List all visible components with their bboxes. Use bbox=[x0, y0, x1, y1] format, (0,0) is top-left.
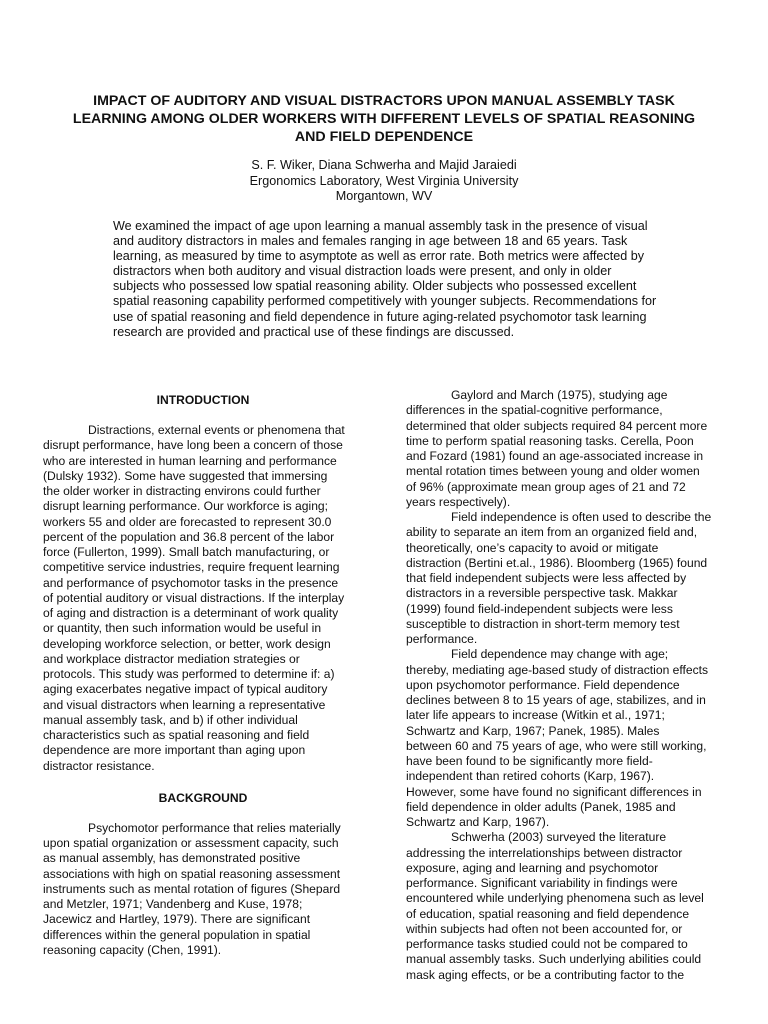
text-line: of potential auditory or visual distractions. If the interplay bbox=[43, 590, 345, 605]
text-line: the older worker in distracting environs could further bbox=[43, 484, 321, 498]
text-line: workers 55 and older are forecasted to represent 30.0 bbox=[43, 514, 332, 529]
paper-title bbox=[40, 92, 728, 146]
abstract-line: We examined the impact of age upon learning a manual assembly task in the presence of visual bbox=[113, 219, 648, 233]
text-line: or quantity, then such information would be useful in bbox=[43, 621, 322, 636]
text-line: of 96% (approximate mean group ages of 21 and 72 bbox=[406, 479, 686, 494]
text-line: determined that older subjects required 84 percent more bbox=[406, 418, 708, 433]
text-line: susceptible to distraction in short-term memory test bbox=[406, 616, 680, 631]
text-line: and performance of psychomotor tasks in the presence bbox=[43, 575, 339, 590]
text-line: upon psychomotor performance. Field dependence bbox=[406, 677, 680, 692]
text-line: within subjects had often not been accounted for, or bbox=[406, 921, 683, 936]
title-line: LEARNING AMONG OLDER WORKERS WITH DIFFERENT LEVELS OF SPATIAL REASONING bbox=[72, 111, 696, 127]
text-line: mask aging effects, or be a contributing factor to the bbox=[406, 967, 685, 982]
text-line: instruments such as mental rotation of figures (Shepard bbox=[43, 881, 341, 896]
abstract-line: and auditory distractors in males and females ranging in age between 18 and 65 years. Task bbox=[113, 234, 628, 249]
text-line: disrupt learning performance. Our workforce is aging; bbox=[43, 499, 329, 514]
text-line: declines between 8 to 15 years of age, stabilizes, and in bbox=[406, 693, 706, 707]
abstract-line: research are provided and practical use of these findings are discussed. bbox=[113, 324, 515, 339]
text-line: Schwartz and Karp, 1967). bbox=[406, 815, 550, 829]
background-paragraph bbox=[43, 821, 363, 958]
text-line: Field dependence may change with age; bbox=[451, 647, 669, 662]
text-line: between 60 and 75 years of age, who were still working, bbox=[406, 738, 707, 753]
paragraph-field-independence bbox=[406, 510, 726, 647]
text-line: performance. bbox=[406, 632, 478, 646]
text-line: field dependence in older adults (Panek, 1985 and bbox=[406, 799, 676, 814]
text-line: that field independent subjects were less affected by bbox=[406, 571, 687, 585]
affiliation: Ergonomics Laboratory, West Virginia University bbox=[249, 173, 519, 188]
text-line: encountered while underlying phenomena such as level bbox=[406, 891, 704, 906]
author-block bbox=[40, 158, 728, 205]
introduction-paragraph bbox=[43, 423, 363, 774]
text-line: performance tasks studied could not be compared to bbox=[406, 937, 688, 951]
text-line: and Metzler, 1971; Vandenberg and Kuse, 1978; bbox=[43, 897, 303, 911]
paragraph-spatial-age bbox=[406, 388, 726, 510]
text-line: characteristics such as spatial reasoning and field bbox=[43, 728, 310, 742]
text-line: of aging and distraction is a determinant of work quality bbox=[43, 606, 339, 620]
text-line: time to perform spatial reasoning tasks. Cerella, Poon bbox=[406, 433, 694, 448]
author-names: S. F. Wiker, Diana Schwerha and Majid Jaraiedi bbox=[251, 158, 517, 172]
text-line: and workplace distractor mediation strategies or bbox=[43, 651, 300, 666]
text-line: Jacewicz and Hartley, 1979). There are significant bbox=[43, 912, 311, 927]
text-line: developing workforce selection, or better, work design bbox=[43, 636, 331, 651]
text-line: disrupt performance, have long been a concern of those bbox=[43, 438, 343, 453]
text-line: reasoning capacity (Chen, 1991). bbox=[43, 942, 222, 957]
text-line: Gaylord and March (1975), studying age bbox=[451, 388, 668, 402]
text-line: years respectively). bbox=[406, 494, 511, 509]
text-line: differences within the general population in spatial bbox=[43, 927, 311, 942]
text-line: independent than retired cohorts (Karp, 1967). bbox=[406, 769, 655, 784]
text-line: distractor resistance. bbox=[43, 758, 155, 773]
abstract-line: spatial reasoning capability performed competitively with younger subjects. Recommendations for bbox=[113, 294, 657, 309]
text-line: of education, spatial reasoning and field dependence bbox=[406, 906, 690, 921]
text-line: and visual distractors when learning a representative bbox=[43, 697, 326, 712]
text-line: ability to separate an item from an organized field and, bbox=[406, 525, 698, 540]
abstract-line: subjects who possessed low spatial reasoning ability. Older subjects who possessed excellent bbox=[113, 279, 637, 294]
text-line: theoretically, one’s capacity to avoid or mitigate bbox=[406, 540, 659, 555]
text-line: Distractions, external events or phenomena that bbox=[88, 423, 345, 437]
text-line: who are interested in human learning and performance bbox=[43, 453, 337, 468]
text-line: performance. Significant variability in findings were bbox=[406, 876, 678, 890]
text-line: associations with high on spatial reasoning assessment bbox=[43, 866, 341, 881]
text-line: distraction (Bertini et.al., 1986). Bloomberg (1965) found bbox=[406, 555, 708, 570]
text-line: aging exacerbates negative impact of typical auditory bbox=[43, 682, 328, 697]
title-line: IMPACT OF AUDITORY AND VISUAL DISTRACTORS UPON MANUAL ASSEMBLY TASK bbox=[93, 93, 675, 109]
paragraph-literature-survey bbox=[406, 830, 726, 983]
introduction-heading: INTRODUCTION bbox=[156, 393, 250, 407]
paragraph-field-dependence-age bbox=[406, 647, 726, 830]
text-line: percent of the population and 36.8 percent of the labor bbox=[43, 529, 335, 544]
text-line: (Dulsky 1932). Some have suggested that immersing bbox=[43, 468, 328, 483]
abstract-line: distractors when both auditory and visual distraction loads were present, and only in older bbox=[113, 264, 612, 279]
text-line: thereby, mediating age-based study of distraction effects bbox=[406, 662, 709, 677]
text-line: and Fozard (1981) found an age-associated increase in bbox=[406, 449, 704, 463]
location: Morgantown, WV bbox=[335, 189, 433, 203]
right-column bbox=[406, 388, 726, 983]
text-line: protocols. This study was performed to determine if: a) bbox=[43, 667, 335, 681]
text-line: distractors in a reversible perspective task. Makkar bbox=[406, 586, 678, 601]
text-line: mental rotation times between young and older women bbox=[406, 464, 700, 479]
abstract-line: learning, as measured by time to asymptote as well as error rate. Both metrics were affected by bbox=[113, 249, 645, 264]
text-line: manual assembly task, and b) if other individual bbox=[43, 712, 298, 727]
text-line: upon spatial organization or assessment capacity, such bbox=[43, 836, 339, 850]
text-line: However, some have found no significant differences in bbox=[406, 784, 702, 799]
text-line: manual assembly tasks. Such underlying abilities could bbox=[406, 952, 702, 967]
text-line: addressing the interrelationships between distractor bbox=[406, 845, 683, 860]
text-line: Schwartz and Karp, 1967; Panek, 1985). Males bbox=[406, 723, 660, 738]
text-line: Field independence is often used to describe the bbox=[451, 510, 712, 524]
text-line: force (Fullerton, 1999). Small batch manufacturing, or bbox=[43, 545, 330, 559]
text-line: Schwerha (2003) surveyed the literature bbox=[451, 830, 667, 845]
text-line: Psychomotor performance that relies materially bbox=[88, 820, 341, 835]
text-line: exposure, aging and learning and psychomotor bbox=[406, 860, 659, 875]
abstract-line: use of spatial reasoning and field dependence in future aging-related psychomotor task learning bbox=[113, 309, 647, 324]
text-line: dependence are more important than aging upon bbox=[43, 743, 306, 758]
text-line: competitive service industries, require frequent learning bbox=[43, 560, 340, 575]
text-line: (1999) found field-independent subjects were less bbox=[406, 601, 673, 616]
text-line: differences in the spatial-cognitive performance, bbox=[406, 403, 663, 418]
text-line: have been found to be significantly more field- bbox=[406, 754, 653, 768]
text-line: later life appears to increase (Witkin et al., 1971; bbox=[406, 708, 665, 723]
title-line: AND FIELD DEPENDENCE bbox=[294, 129, 474, 145]
abstract bbox=[113, 219, 656, 340]
text-line: as manual assembly, has demonstrated positive bbox=[43, 851, 301, 866]
left-column bbox=[43, 392, 363, 958]
background-heading: BACKGROUND bbox=[158, 790, 248, 805]
